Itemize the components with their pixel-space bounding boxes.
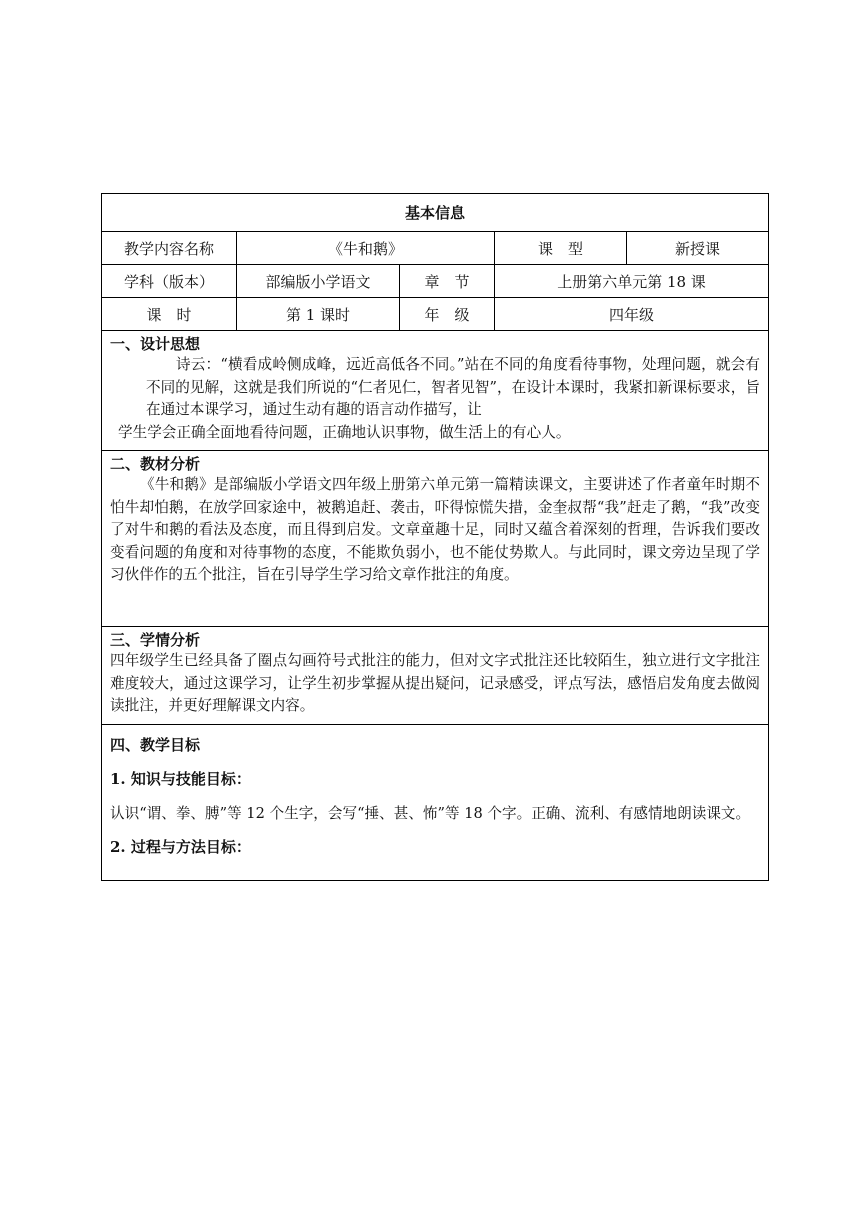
lesson-type-label: 课 型 — [495, 232, 627, 265]
lesson-type-value: 新授课 — [627, 232, 769, 265]
teaching-goals-section — [102, 725, 769, 881]
content-name-value: 《牛和鹅》 — [237, 232, 495, 265]
student-analysis-heading: 三、学情分析 — [110, 631, 201, 649]
chapter-label: 章 节 — [400, 265, 495, 298]
student-analysis-section — [102, 627, 769, 725]
subject-value: 部编版小学语文 — [237, 265, 400, 298]
subject-label: 学科（版本） — [102, 265, 237, 298]
period-label: 课 时 — [102, 298, 237, 331]
grade-value: 四年级 — [495, 298, 769, 331]
material-analysis-text: 《牛和鹅》是部编版小学语文四年级上册第六单元第一篇精读课文，主要讲述了作者童年时期不怕牛却怕鹅，在放学回家途中，被鹅追赶、袭击，吓得惊慌失措，金奎叔帮“我”赶走了鹅，“我”改变了对牛和鹅的看法及态度，而且得到启发。文章童趣十足，同时又蕴含着深刻的哲理，告诉我们要改变看问题的角度和对待事物的态度，不能欺负弱小，也不能仗势欺人。与此同时，课文旁边呈现了学习伙伴作的五个批注，旨在引导学生学习给文章作批注的角度。 — [110, 476, 760, 583]
goal2-heading: 2. 过程与方法目标： — [110, 838, 251, 856]
design-idea-text-last: 学生学会正确全面地看待问题，正确地认识事物，做生活上的有心人。 — [118, 423, 571, 441]
basic-info-title: 基本信息 — [102, 194, 769, 232]
teaching-goals-heading: 四、教学目标 — [110, 736, 201, 754]
material-analysis-heading: 二、教材分析 — [110, 455, 201, 473]
content-name-label: 教学内容名称 — [102, 232, 237, 265]
grade-label: 年 级 — [400, 298, 495, 331]
goal1-text: 认识“谓、拳、膊”等 12 个生字，会写“捶、甚、怖”等 18 个字。正确、流利、有感情地朗读课文。 — [110, 805, 751, 822]
design-idea-section — [102, 331, 769, 451]
design-idea-heading: 一、设计思想 — [110, 335, 201, 353]
material-analysis-section — [102, 451, 769, 627]
chapter-value: 上册第六单元第 18 课 — [495, 265, 769, 298]
lesson-plan-table — [101, 193, 769, 881]
student-analysis-text: 四年级学生已经具备了圈点勾画符号式批注的能力，但对文字式批注还比较陌生，独立进行文字批注难度较大，通过这课学习，让学生初步掌握从提出疑问，记录感受，评点写法，感悟启发角度去做阅读批注，并更好理解课文内容。 — [110, 652, 760, 714]
design-idea-text: 诗云：“横看成岭侧成峰，远近高低各不同。”站在不同的角度看待事物，处理问题，就会有不同的见解，这就是我们所说的“仁者见仁，智者见智”，在设计本课时，我紧扣新课标要求，旨在通过本课学习，通过生动有趣的语言动作描写，让 — [146, 356, 760, 418]
period-value: 第 1 课时 — [237, 298, 400, 331]
goal1-heading: 1. 知识与技能目标： — [110, 770, 251, 788]
